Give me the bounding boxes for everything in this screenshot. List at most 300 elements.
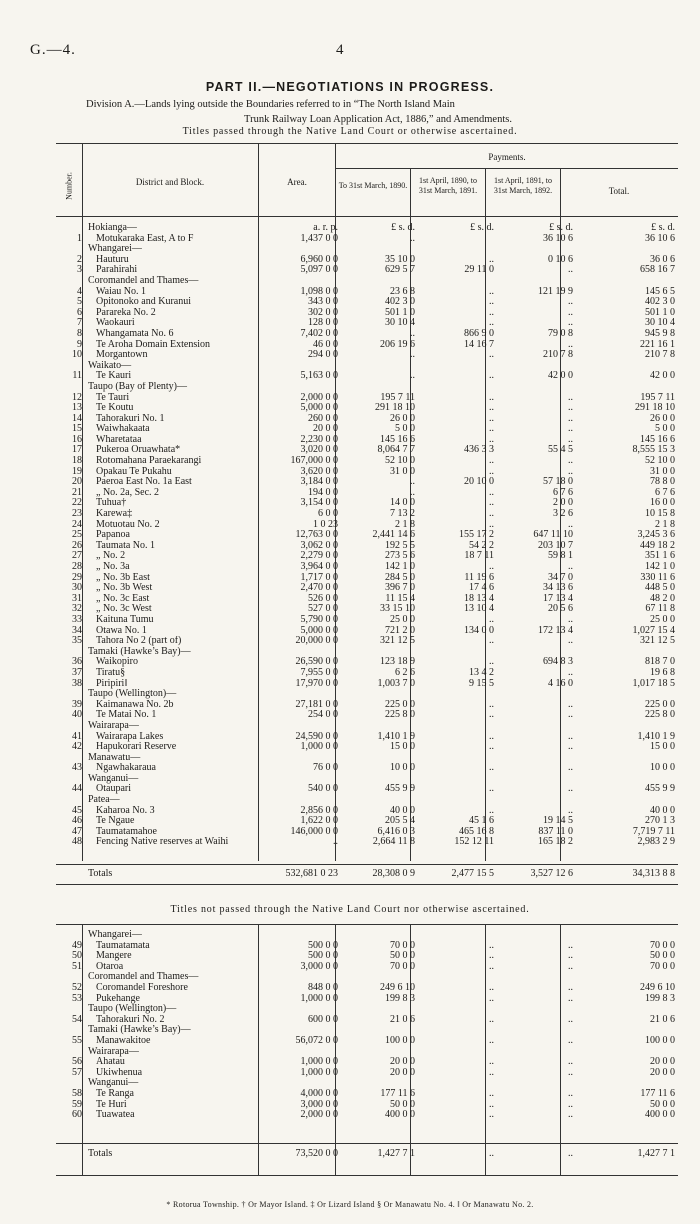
row-total: 2 1 8 (655, 519, 675, 530)
row-payment-1892: .. (568, 614, 573, 625)
row-name: Tamaki (Hawke’s Bay)— (88, 646, 191, 657)
row-area: 1,622 0 0 (300, 816, 338, 827)
row-area (264, 972, 340, 983)
row-total (577, 753, 678, 764)
row-area: 3,020 0 0 (300, 445, 338, 456)
row-total: 1,027 15 4 (632, 625, 675, 636)
row-area: 76 0 0 (313, 763, 338, 774)
row-name: Te Kauri (96, 371, 132, 382)
row-payment-1890 (340, 930, 419, 941)
row-payment-1890: 501 1 0 (385, 307, 415, 318)
row-payment-1892 (498, 930, 577, 941)
row-name: Karewa‡ (96, 509, 133, 520)
row-payment-1891 (419, 244, 498, 255)
footnotes: * Rotorua Township. † Or Mayor Island. ‡ Or Lizard Island § Or Manawatu No. 4. ‖ Or Manawatu No. 2. (166, 1200, 534, 1209)
row-total: 6 7 6 (655, 487, 675, 498)
row-payment-1890: 177 11 6 (380, 1088, 415, 1099)
row-name: Opitonoko and Kuranui (96, 297, 191, 308)
row-number: 43 (72, 763, 82, 774)
row-payment-1892 (498, 972, 577, 983)
row-payment-1890: 321 12 5 (380, 636, 415, 647)
table-row (56, 668, 678, 679)
row-name: Tiratu§ (96, 667, 126, 678)
row-number: 50 (72, 951, 82, 962)
row-name: Tamaki (Hawke’s Bay)— (88, 1025, 191, 1036)
row-payment-1890: 225 8 0 (385, 710, 415, 721)
titles-not-passed-table (56, 930, 678, 1121)
row-payment-1892 (498, 1025, 577, 1036)
row-name: „ No. 3a (96, 562, 130, 572)
row-payment-1890: 206 19 6 (380, 339, 415, 350)
row-payment-1892: .. (568, 318, 573, 329)
row-number: 19 (72, 466, 82, 477)
row-number: 1 (77, 233, 82, 244)
row-payment-1892: 42 0 0 (548, 371, 573, 382)
row-payment-1891: 18 7 11 (464, 551, 494, 562)
table-top-rule (56, 143, 678, 144)
payments-header: Payments. (488, 152, 526, 162)
row-area: 3,000 0 0 (300, 1099, 338, 1110)
row-payment-1892 (498, 1004, 577, 1015)
row-payment-1892: 2 0 0 (553, 498, 573, 509)
row-payment-1891: .. (489, 982, 494, 993)
row-payment-1892: 165 18 2 (538, 837, 573, 848)
row-payment-1892: .. (568, 731, 573, 742)
row-name: „ No. 3c West (96, 604, 152, 615)
row-payment-1890: 249 6 10 (380, 982, 415, 993)
row-number: 6 (77, 307, 82, 318)
row-total: 2,983 2 9 (637, 837, 675, 848)
row-payment-1892: .. (568, 1067, 573, 1078)
row-payment-1890: 199 8 3 (385, 993, 415, 1004)
row-payment-1892 (498, 1047, 577, 1058)
table-row (56, 763, 678, 774)
row-payment-1892: 0 10 6 (548, 254, 573, 265)
row-name: Mangere (96, 951, 132, 962)
row-payment-1890: 11 15 4 (385, 593, 415, 604)
row-payment-1891 (419, 361, 498, 372)
row-payment-1891: .. (489, 1110, 494, 1121)
row-payment-1892: 17 13 4 (543, 593, 573, 604)
table-row (56, 594, 678, 605)
row-name: Tuawatea (96, 1110, 135, 1121)
row-payment-1890: 23 6 8 (390, 286, 415, 297)
row-name: Ngawhakaraua (96, 763, 156, 774)
row-name: Wanganui— (88, 1078, 139, 1089)
row-payment-1892: .. (568, 982, 573, 993)
table-row (56, 626, 678, 637)
row-payment-1890: 2,664 11 8 (372, 837, 415, 848)
row-payment-1892: 59 8 1 (548, 551, 573, 562)
row-payment-1890 (340, 972, 419, 983)
row-payment-1892: .. (568, 1110, 573, 1121)
row-name: Tuhua† (96, 498, 127, 509)
row-payment-1891: .. (489, 307, 494, 318)
row-total (577, 1047, 678, 1058)
table2-top-rule (56, 924, 678, 925)
row-total: 21 0 6 (650, 1014, 675, 1025)
table-row (56, 806, 678, 817)
row-payment-1890: 205 5 4 (385, 816, 415, 827)
row-payment-1890: 35 10 0 (385, 254, 415, 265)
row-name: „ No. 2 (96, 551, 126, 562)
row-area: 5,097 0 0 (300, 265, 338, 276)
row-area: 3,000 0 0 (300, 961, 338, 972)
row-number: 3 (77, 265, 82, 276)
row-name: Waiwhakaata (96, 424, 150, 435)
row-payment-1891: .. (489, 403, 494, 414)
row-payment-1891: .. (489, 392, 494, 403)
row-number (56, 1078, 86, 1089)
row-payment-1892: .. (568, 636, 573, 647)
totals-row (56, 869, 678, 880)
row-payment-1891: 465 16 8 (459, 826, 494, 837)
table-row (56, 983, 678, 994)
row-payment-1892: 694 8 3 (543, 657, 573, 668)
row-area (264, 753, 340, 764)
row-area (264, 795, 340, 806)
totals-p1: 1,427 7 1 (377, 1149, 415, 1159)
row-payment-1892 (498, 721, 577, 732)
table-row (56, 742, 678, 753)
row-payment-1892: .. (568, 434, 573, 445)
row-payment-1891: 13 4 2 (469, 667, 494, 678)
row-number: 38 (72, 678, 82, 689)
row-payment-1891: 54 2 2 (469, 540, 494, 551)
row-payment-1891: .. (489, 731, 494, 742)
row-total: 7,719 7 11 (632, 826, 675, 837)
row-payment-1892 (498, 753, 577, 764)
row-number (56, 930, 86, 941)
row-payment-1892: 20 5 6 (548, 604, 573, 615)
row-payment-1892: £ s. d. (549, 223, 573, 233)
row-total: 19 6 8 (650, 667, 675, 678)
row-number: 33 (72, 614, 82, 625)
row-area (264, 1078, 340, 1089)
table-row (56, 276, 678, 287)
row-payment-1891: .. (489, 519, 494, 530)
table-row (56, 318, 678, 329)
table-row (56, 753, 678, 764)
row-payment-1891 (419, 753, 498, 764)
table-row (56, 223, 678, 234)
row-total (577, 1078, 678, 1089)
row-area: 3,620 0 0 (300, 466, 338, 477)
row-area: 2,279 0 0 (300, 551, 338, 562)
row-total: 177 11 6 (640, 1088, 675, 1099)
row-payment-1892: 210 7 8 (543, 350, 573, 361)
payments-rule (335, 168, 678, 169)
row-name: Pukeroa Oruawhata* (96, 445, 181, 456)
row-payment-1890: 26 0 0 (390, 413, 415, 424)
table-row (56, 551, 678, 562)
row-total: 145 6 5 (645, 286, 675, 297)
row-payment-1890: .. (410, 233, 415, 244)
table-row (56, 679, 678, 690)
table-row (56, 435, 678, 446)
row-payment-1892: .. (568, 710, 573, 721)
row-number: 25 (72, 530, 82, 541)
row-area: 3,184 0 0 (300, 477, 338, 488)
row-payment-1891: 18 13 4 (464, 593, 494, 604)
row-payment-1891 (419, 382, 498, 393)
table-row (56, 424, 678, 435)
row-number: 42 (72, 742, 82, 753)
row-total: 658 16 7 (640, 265, 675, 276)
row-name: Waiau No. 1 (96, 286, 147, 297)
row-payment-1891: 14 16 7 (464, 339, 494, 350)
row-number: 41 (72, 731, 82, 742)
table-row (56, 445, 678, 456)
row-payment-1891: 13 10 4 (464, 604, 494, 615)
totals2-bottom-rule (56, 1175, 678, 1176)
row-payment-1891: .. (489, 297, 494, 308)
row-payment-1890: 50 0 0 (390, 951, 415, 962)
row-area (264, 774, 340, 785)
row-total: 40 0 0 (650, 805, 675, 816)
row-number: 26 (72, 540, 82, 551)
row-payment-1892: 6 7 6 (553, 487, 573, 498)
division-line-2: Trunk Railway Loan Application Act, 1886,” and Amendments. (244, 114, 512, 125)
row-total: 25 0 0 (650, 614, 675, 625)
row-payment-1892: .. (568, 1088, 573, 1099)
row-payment-1890: 40 0 0 (390, 805, 415, 816)
row-payment-1891: 9 15 5 (469, 678, 494, 689)
table-row (56, 962, 678, 973)
page-number: 4 (336, 42, 344, 58)
row-payment-1890: 2,441 14 6 (372, 530, 415, 541)
row-name: Otawa No. 1 (96, 625, 147, 636)
table-row (56, 994, 678, 1005)
row-payment-1891 (419, 234, 498, 245)
row-area: 540 0 0 (308, 784, 338, 795)
row-number: 29 (72, 572, 82, 583)
row-name: Wairarapa— (88, 1046, 139, 1057)
row-payment-1890: 14 0 0 (390, 498, 415, 509)
row-payment-1891: .. (489, 710, 494, 721)
row-name: Motukaraka East, A to F (96, 233, 194, 244)
row-name: Waikopiro (96, 657, 138, 668)
row-payment-1890: 396 7 0 (385, 583, 415, 594)
row-number (56, 361, 86, 372)
row-payment-1890: 7 13 2 (390, 509, 415, 520)
row-total: 199 8 3 (645, 993, 675, 1004)
row-total: 195 7 11 (640, 392, 675, 403)
row-area: 167,000 0 0 (290, 456, 338, 467)
row-number: 27 (72, 551, 82, 562)
row-total: 50 0 0 (650, 1099, 675, 1110)
row-payment-1890: 6,416 0 3 (377, 826, 415, 837)
row-name: „ No. 3b East (96, 572, 150, 583)
row-payment-1890 (340, 753, 419, 764)
row-payment-1892: 36 10 6 (543, 233, 573, 244)
row-payment-1892: .. (568, 307, 573, 318)
row-payment-1890: 145 16 6 (380, 434, 415, 445)
row-total: 3,245 3 6 (637, 530, 675, 541)
row-area: a. r. p. (313, 223, 338, 233)
table-row (56, 795, 678, 806)
row-area: 17,970 0 0 (295, 678, 338, 689)
totals-total: 34,313 8 8 (632, 869, 675, 879)
table-row (56, 1004, 678, 1015)
row-name: Taupo (Wellington)— (88, 689, 177, 700)
row-payment-1892 (498, 244, 577, 255)
row-total: 455 9 9 (645, 784, 675, 795)
totals-p3: 3,527 12 6 (530, 869, 573, 879)
row-payment-1890: 21 0 6 (390, 1014, 415, 1025)
row-payment-1892 (498, 1078, 577, 1089)
row-payment-1892: 34 13 6 (543, 583, 573, 594)
row-area: 20 0 0 (313, 424, 338, 435)
row-number: 54 (72, 1014, 82, 1025)
row-payment-1892: .. (568, 424, 573, 435)
totals-row (56, 1149, 678, 1160)
row-payment-1890 (340, 1047, 419, 1058)
row-payment-1891: .. (489, 961, 494, 972)
table-row (56, 244, 678, 255)
row-total (577, 795, 678, 806)
totals-total: 1,427 7 1 (637, 1149, 675, 1159)
row-total: 448 5 0 (645, 583, 675, 594)
table-row (56, 710, 678, 721)
row-payment-1891 (419, 1025, 498, 1036)
row-area: 500 0 0 (308, 940, 338, 951)
row-payment-1891: .. (489, 1035, 494, 1046)
table-row (56, 414, 678, 425)
row-total: 10 15 8 (645, 509, 675, 520)
table-row (56, 520, 678, 531)
table-row (56, 287, 678, 298)
row-area: 302 0 0 (308, 307, 338, 318)
row-name: Whangarei— (88, 930, 142, 940)
row-payment-1891: .. (489, 371, 494, 382)
table-row (56, 930, 678, 941)
row-payment-1891: .. (489, 636, 494, 647)
row-payment-1890: 721 2 0 (385, 625, 415, 636)
row-payment-1890: 1,003 7 0 (377, 678, 415, 689)
row-area: 343 0 0 (308, 297, 338, 308)
row-payment-1891: .. (489, 1088, 494, 1099)
row-number: 56 (72, 1057, 82, 1068)
row-payment-1891: 29 11 0 (464, 265, 494, 276)
row-payment-1892: .. (568, 519, 573, 530)
row-payment-1892: .. (568, 456, 573, 467)
row-payment-1892: 647 11 10 (533, 530, 573, 541)
row-number: 17 (72, 445, 82, 456)
row-area: 6,960 0 0 (300, 254, 338, 265)
row-number: 20 (72, 477, 82, 488)
row-payment-1891: .. (489, 254, 494, 265)
row-total (577, 689, 678, 700)
table-row (56, 297, 678, 308)
row-payment-1891: .. (489, 940, 494, 951)
table-row (56, 816, 678, 827)
row-payment-1891 (419, 930, 498, 941)
row-total: 142 1 0 (645, 562, 675, 572)
row-area: 7,955 0 0 (300, 667, 338, 678)
row-area: 6 0 0 (318, 509, 338, 520)
row-number: 53 (72, 993, 82, 1004)
row-name: Wairarapa Lakes (96, 731, 164, 742)
row-number: 45 (72, 805, 82, 816)
table-row (56, 255, 678, 266)
row-total: 20 0 0 (650, 1057, 675, 1068)
row-payment-1890 (340, 244, 419, 255)
row-name: Rotomahana Paraekarangi (96, 456, 202, 467)
row-name: Patea— (88, 795, 120, 806)
table-row (56, 951, 678, 962)
row-area: 5,000 0 0 (300, 403, 338, 414)
titles-passed-table (56, 223, 678, 848)
table-row (56, 1057, 678, 1068)
row-area: 194 0 0 (308, 487, 338, 498)
row-name: Whangarei— (88, 244, 142, 255)
row-total: 20 0 0 (650, 1067, 675, 1078)
row-total: 1,017 18 5 (632, 678, 675, 689)
row-total: 225 0 0 (645, 699, 675, 710)
row-total: 351 1 6 (645, 551, 675, 562)
row-name: Te Matai No. 1 (96, 710, 157, 721)
row-number (56, 276, 86, 287)
row-area: 2,000 0 0 (300, 392, 338, 403)
row-number: 51 (72, 961, 82, 972)
row-number (56, 795, 86, 806)
row-total (577, 1025, 678, 1036)
totals-area: 73,520 0 0 (295, 1149, 338, 1159)
row-payment-1892: .. (568, 403, 573, 414)
row-name: Hapukorari Reserve (96, 742, 177, 753)
row-payment-1890: 8,064 7 7 (377, 445, 415, 456)
row-payment-1891: .. (489, 763, 494, 774)
row-payment-1890: 10 0 0 (390, 763, 415, 774)
row-number: 23 (72, 509, 82, 520)
row-name: Kaharoa No. 3 (96, 805, 155, 816)
row-area: 848 0 0 (308, 982, 338, 993)
row-payment-1891: .. (489, 1099, 494, 1110)
row-name: Taumatamahoe (96, 826, 157, 837)
row-payment-1891: 11 19 6 (464, 572, 494, 583)
row-total: 31 0 0 (650, 466, 675, 477)
caption-titles-passed: Titles passed through the Native Land Court or otherwise ascertained. (182, 126, 518, 137)
table-row (56, 1025, 678, 1036)
row-name: Waikato— (88, 360, 132, 371)
row-payment-1891: .. (489, 487, 494, 498)
row-total: 8,555 15 3 (632, 445, 675, 456)
row-total: 70 0 0 (650, 940, 675, 951)
row-total: 5 0 0 (655, 424, 675, 435)
row-payment-1890: 6 2 6 (395, 667, 415, 678)
table-row (56, 562, 678, 573)
row-name: Coromandel and Thames— (88, 275, 199, 286)
row-area: 1,000 0 0 (300, 742, 338, 753)
row-total: 210 7 8 (645, 350, 675, 361)
row-area: 500 0 0 (308, 951, 338, 962)
row-area: 3,964 0 0 (300, 562, 338, 572)
row-name: Te Koutu (96, 403, 134, 414)
row-number: 22 (72, 498, 82, 509)
table-row (56, 941, 678, 952)
row-payment-1891: 134 0 0 (464, 625, 494, 636)
table-row (56, 1078, 678, 1089)
row-payment-1891: 45 1 6 (469, 816, 494, 827)
row-name: Taupo (Wellington)— (88, 1004, 177, 1015)
row-payment-1890: 225 0 0 (385, 699, 415, 710)
table-row (56, 972, 678, 983)
row-number: 44 (72, 784, 82, 795)
row-payment-1890 (340, 795, 419, 806)
row-name: Piripiri‖ (96, 678, 128, 689)
row-number (56, 972, 86, 983)
